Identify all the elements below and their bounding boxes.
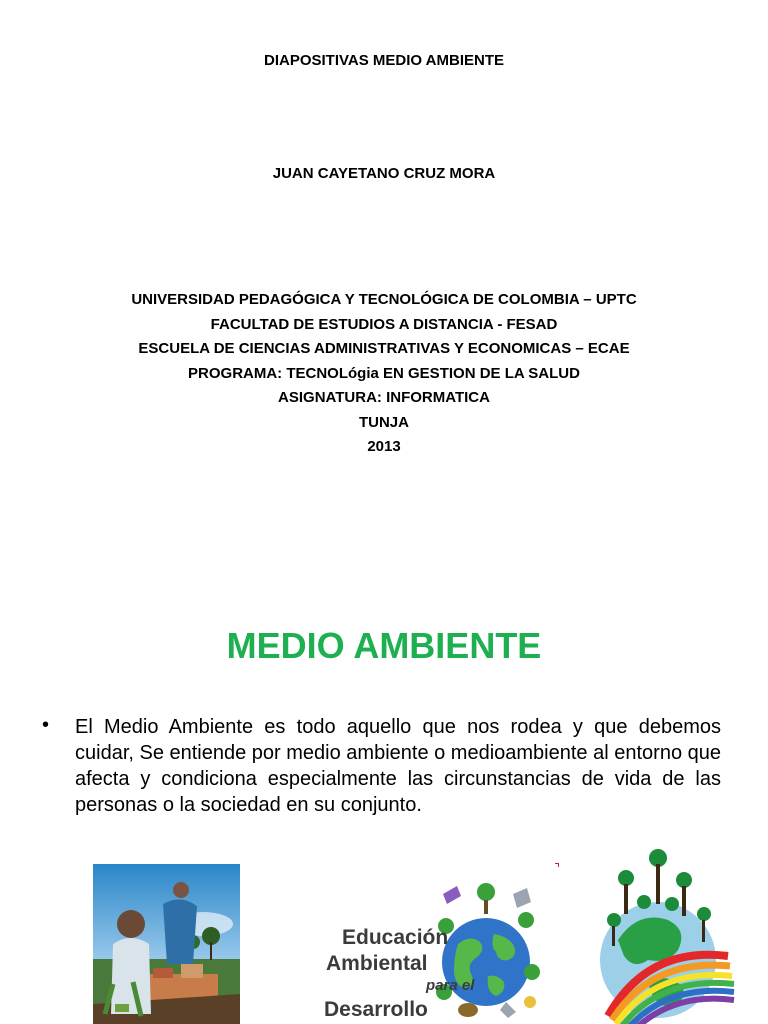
institution-line-program: PROGRAMA: TECNOLógia EN GESTION DE LA SALUD xyxy=(188,364,580,382)
institution-block xyxy=(0,288,768,460)
bullet-text: El Medio Ambiente es todo aquello que nos rodea y que debemos cuidar, Se entiende por medio ambiente o medioambiente al entorno que afecta y condiciona especialmente las circunstancias de vida de las personas o la sociedad en su conjunto. xyxy=(75,716,721,816)
institution-line-university: UNIVERSIDAD PEDAGÓGICA Y TECNOLÓGICA DE COLOMBIA – UPTC xyxy=(131,291,637,308)
green-globe-trees-rainbow-icon xyxy=(588,840,743,1024)
institution-line-faculty: FACULTAD DE ESTUDIOS A DISTANCIA - FESAD xyxy=(210,315,558,333)
educacion-ambiental-logo xyxy=(318,864,558,1024)
institution-line-subject: ASIGNATURA: INFORMATICA xyxy=(278,389,490,406)
children-planting-photo xyxy=(93,864,240,1024)
slide-heading: MEDIO AMBIENTE xyxy=(226,625,542,666)
logo-line-4: Desarrollo xyxy=(324,998,428,1021)
bullet-symbol: • xyxy=(42,714,50,736)
document-title: DIAPOSITIVAS MEDIO AMBIENTE xyxy=(263,52,504,69)
institution-line-year: 2013 xyxy=(367,438,401,455)
author-name: JUAN CAYETANO CRUZ MORA xyxy=(272,165,496,182)
logo-line-3: para el xyxy=(426,977,475,994)
institution-line-city: TUNJA xyxy=(358,413,409,431)
institution-line-school: ESCUELA DE CIENCIAS ADMINISTRATIVAS Y ECONOMICAS – ECAE xyxy=(138,340,630,357)
logo-line-1: Educación xyxy=(342,926,449,949)
logo-line-2: Ambiental xyxy=(326,952,428,975)
